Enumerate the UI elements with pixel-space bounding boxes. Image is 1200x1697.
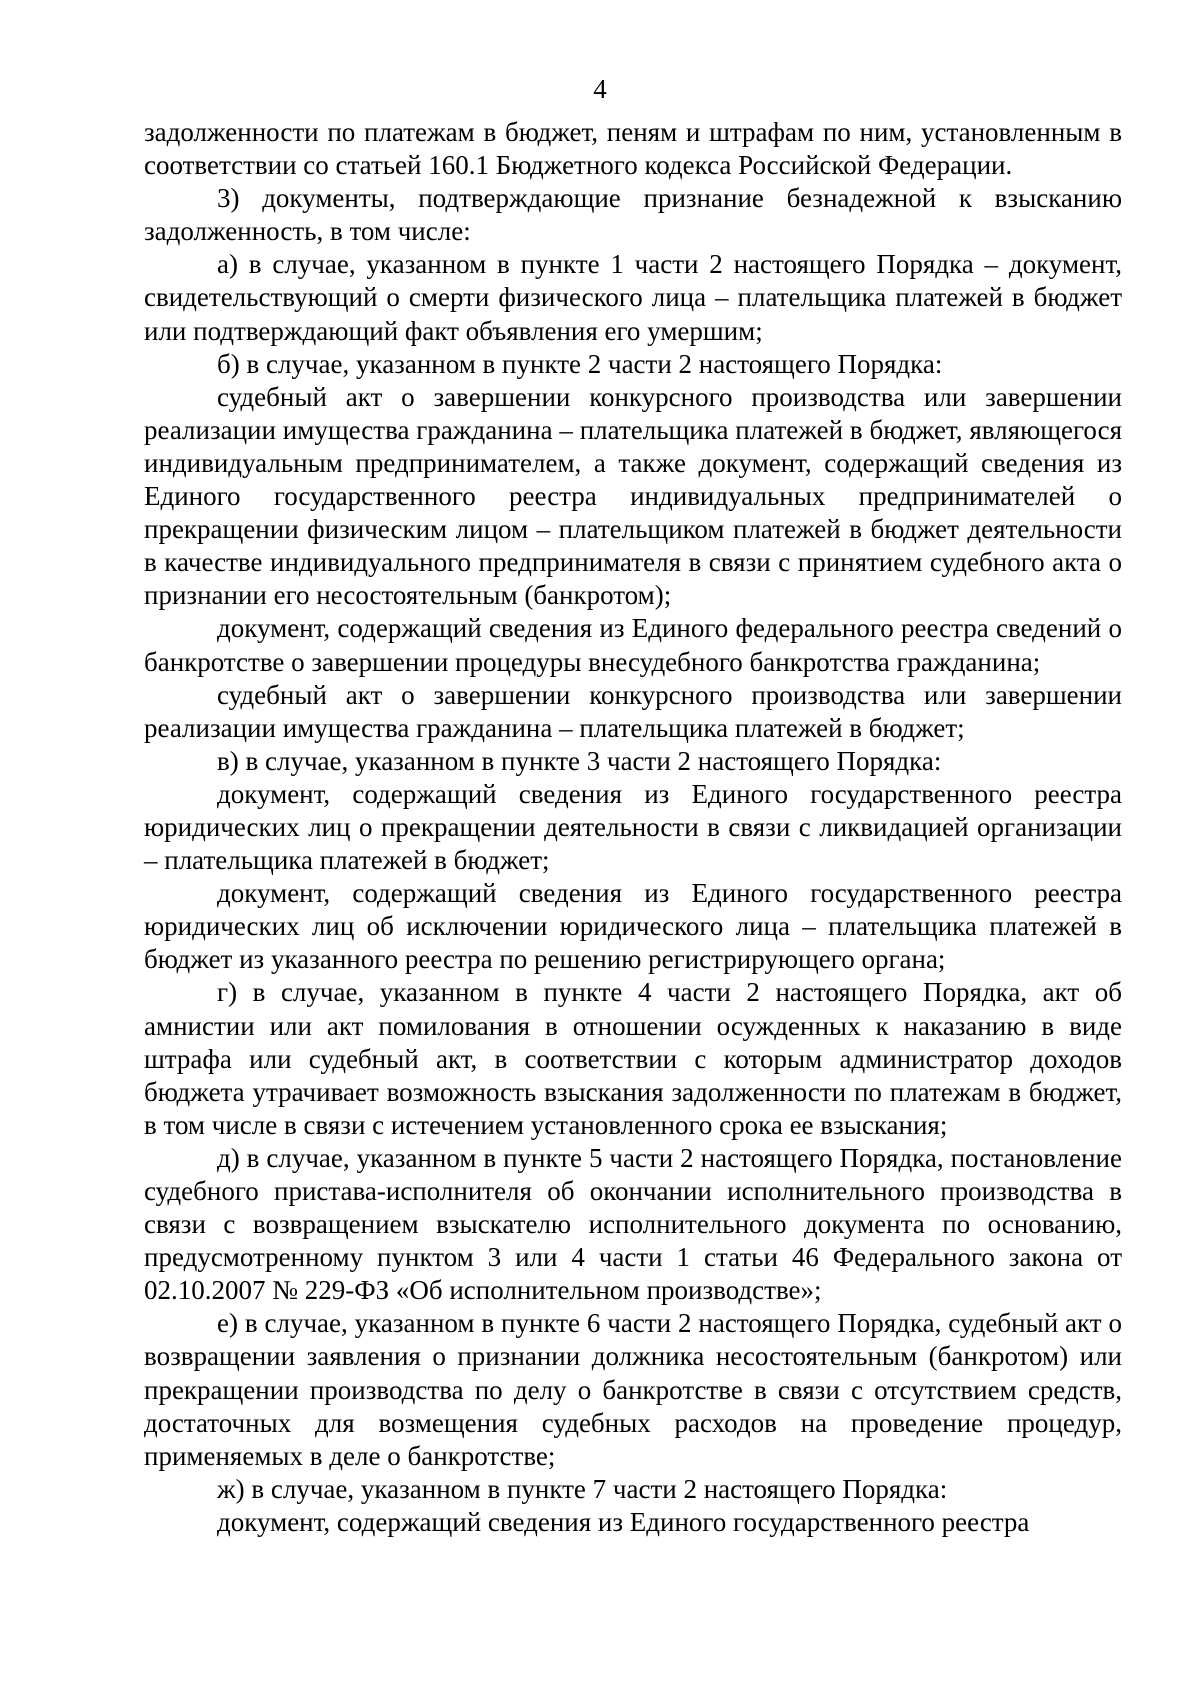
paragraph: судебный акт о завершении конкурсного производства или завершении реализации имущества гражданина – плательщика платежей в бюджет, являющегося индивидуальным предпринимателем, а также документ, содержащий сведения из Единого государственного реестра индивидуальных предпринимателей о прекращении физическим лицом – плательщиком платежей в бюджет деятельности в качестве индивидуального предпринимателя в связи с принятием судебного акта о признании его несостоятельным (банкротом); (144, 381, 1122, 611)
paragraph: ж) в случае, указанном в пункте 7 части 2 настоящего Порядка: (217, 1473, 948, 1504)
paragraph: г) в случае, указанном в пункте 4 части 2 настоящего Порядка, акт об амнистии или акт помилования в отношении осужденных к наказанию в виде штрафа или судебный акт, в соответствии с которым администратор доходов бюджета утрачивает возможность взыскания задолженности по платежам в бюджет, в том числе в связи с истечением установленного срока ее взыскания; (144, 977, 1122, 1140)
paragraph: е) в случае, указанном в пункте 6 части 2 настоящего Порядка, судебный акт о возвращении заявления о признании должника несостоятельным (банкротом) или прекращении производства по делу о банкротстве в связи с отсутствием средств, достаточных для возмещения судебных расходов на проведение процедур, применяемых в деле о банкротстве; (144, 1308, 1122, 1471)
paragraph: б) в случае, указанном в пункте 2 части 2 настоящего Порядка: (217, 348, 943, 379)
paragraph: д) в случае, указанном в пункте 5 части 2 настоящего Порядка, постановление судебного пристава-исполнителя об окончании исполнительного производства в связи с возвращением взыскателю исполнительного документа по основанию, предусмотренному пунктом 3 или 4 части 1 статьи 46 Федерального закона от 02.10.2007 № 229-ФЗ «Об исполнительном производстве»; (144, 1142, 1122, 1306)
paragraph: задолженности по платежам в бюджет, пеням и штрафам по ним, установленным в соответствии со статьей 160.1 Бюджетного кодекса Российской Федерации. (144, 117, 1122, 181)
paragraph: документ, содержащий сведения из Единого федерального реестра сведений о банкротстве о завершении процедуры внесудебного банкротства гражданина; (144, 613, 1122, 677)
page-number: 4 (593, 74, 607, 104)
paragraph: документ, содержащий сведения из Единого государственного реестра (217, 1506, 1030, 1537)
paragraph: в) в случае, указанном в пункте 3 части 2 настоящего Порядка: (217, 745, 942, 776)
paragraph: документ, содержащий сведения из Единого государственного реестра юридических лиц об исключении юридического лица – плательщика платежей в бюджет из указанного реестра по решению регистрирующего органа; (144, 878, 1122, 975)
document-body (144, 116, 1122, 1539)
paragraph: а) в случае, указанном в пункте 1 части 2 настоящего Порядка – документ, свидетельствующий о смерти физического лица – плательщика платежей в бюджет или подтверждающий факт объявления его умершим; (144, 249, 1122, 346)
paragraph: документ, содержащий сведения из Единого государственного реестра юридических лиц о прекращении деятельности в связи с ликвидацией организации – плательщика платежей в бюджет; (144, 778, 1122, 876)
paragraph: 3) документы, подтверждающие признание безнадежной к взысканию задолженность, в том числе: (144, 183, 1122, 247)
paragraph: судебный акт о завершении конкурсного производства или завершении реализации имущества гражданина – плательщика платежей в бюджет; (144, 679, 1122, 743)
